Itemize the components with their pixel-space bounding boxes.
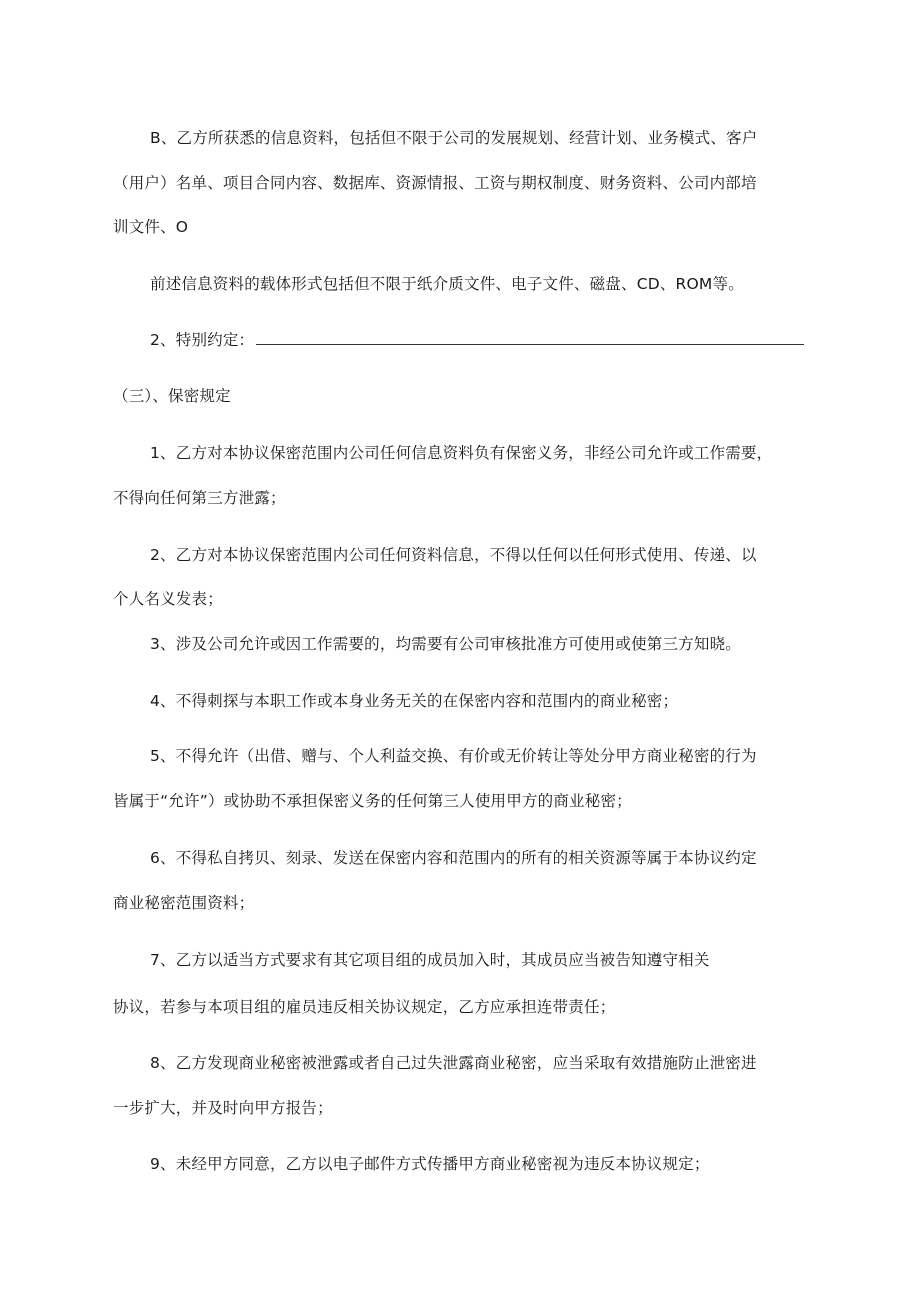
- section-heading: （三）、保密规定: [113, 387, 231, 405]
- rule-2-line-2: 个人名义发表；: [113, 590, 223, 608]
- carrier-note: 前述信息资料的载体形式包括但不限于纸介质文件、电子文件、磁盘、CD、ROM等。: [150, 275, 744, 293]
- rule-7-line-2: 协议，若参与本项目组的雇员违反相关协议规定，乙方应承担连带责任；: [113, 998, 616, 1016]
- special-agreement: [150, 330, 804, 350]
- rule-5-line-2: 皆属于“允许”）或协助不承担保密义务的任何第三人使用甲方的商业秘密；: [113, 792, 632, 810]
- rule-8-line-2: 一步扩大，并及时向甲方报告；: [113, 1099, 333, 1117]
- rule-1-line-1: 1、乙方对本协议保密范围内公司任何信息资料负有保密义务，非经公司允许或工作需要，: [150, 444, 773, 462]
- rule-5-line-1: 5、不得允许（出借、赠与、个人利益交换、有价或无价转让等处分甲方商业秘密的行为: [150, 747, 757, 765]
- rule-4-line-1: 4、不得刺探与本职工作或本身业务无关的在保密内容和范围内的商业秘密；: [150, 692, 679, 710]
- section-b-line-2: （用户）名单、项目合同内容、数据库、资源情报、工资与期权制度、财务资料、公司内部培: [113, 174, 757, 192]
- rule-3-line-1: 3、涉及公司允许或因工作需要的，均需要有公司审核批准方可使用或使第三方知晓。: [150, 635, 741, 653]
- rule-6-line-1: 6、不得私自拷贝、刻录、发送在保密内容和范围内的所有的相关资源等属于本协议约定: [150, 849, 757, 867]
- rule-9-line-1: 9、未经甲方同意，乙方以电子邮件方式传播甲方商业秘密视为违反本协议规定；: [150, 1155, 710, 1173]
- rule-1-line-2: 不得向任何第三方泄露；: [113, 489, 286, 507]
- rule-8-line-1: 8、乙方发现商业秘密被泄露或者自己过失泄露商业秘密，应当采取有效措施防止泄密进: [150, 1054, 757, 1072]
- rule-2-line-1: 2、乙方对本协议保密范围内公司任何资料信息，不得以任何以任何形式使用、传递、以: [150, 546, 757, 564]
- rule-7-line-1: 7、乙方以适当方式要求有其它项目组的成员加入时，其成员应当被告知遵守相关: [150, 951, 710, 969]
- special-agreement-blank-line: [256, 330, 804, 345]
- rule-6-line-2: 商业秘密范围资料；: [113, 894, 255, 912]
- section-b-line-1: B、乙方所获悉的信息资料，包括但不限于公司的发展规划、经营计划、业务模式、客户: [150, 129, 758, 147]
- section-b-line-3: 训文件、O: [113, 218, 189, 236]
- special-agreement-label: 2、特别约定：: [150, 331, 255, 349]
